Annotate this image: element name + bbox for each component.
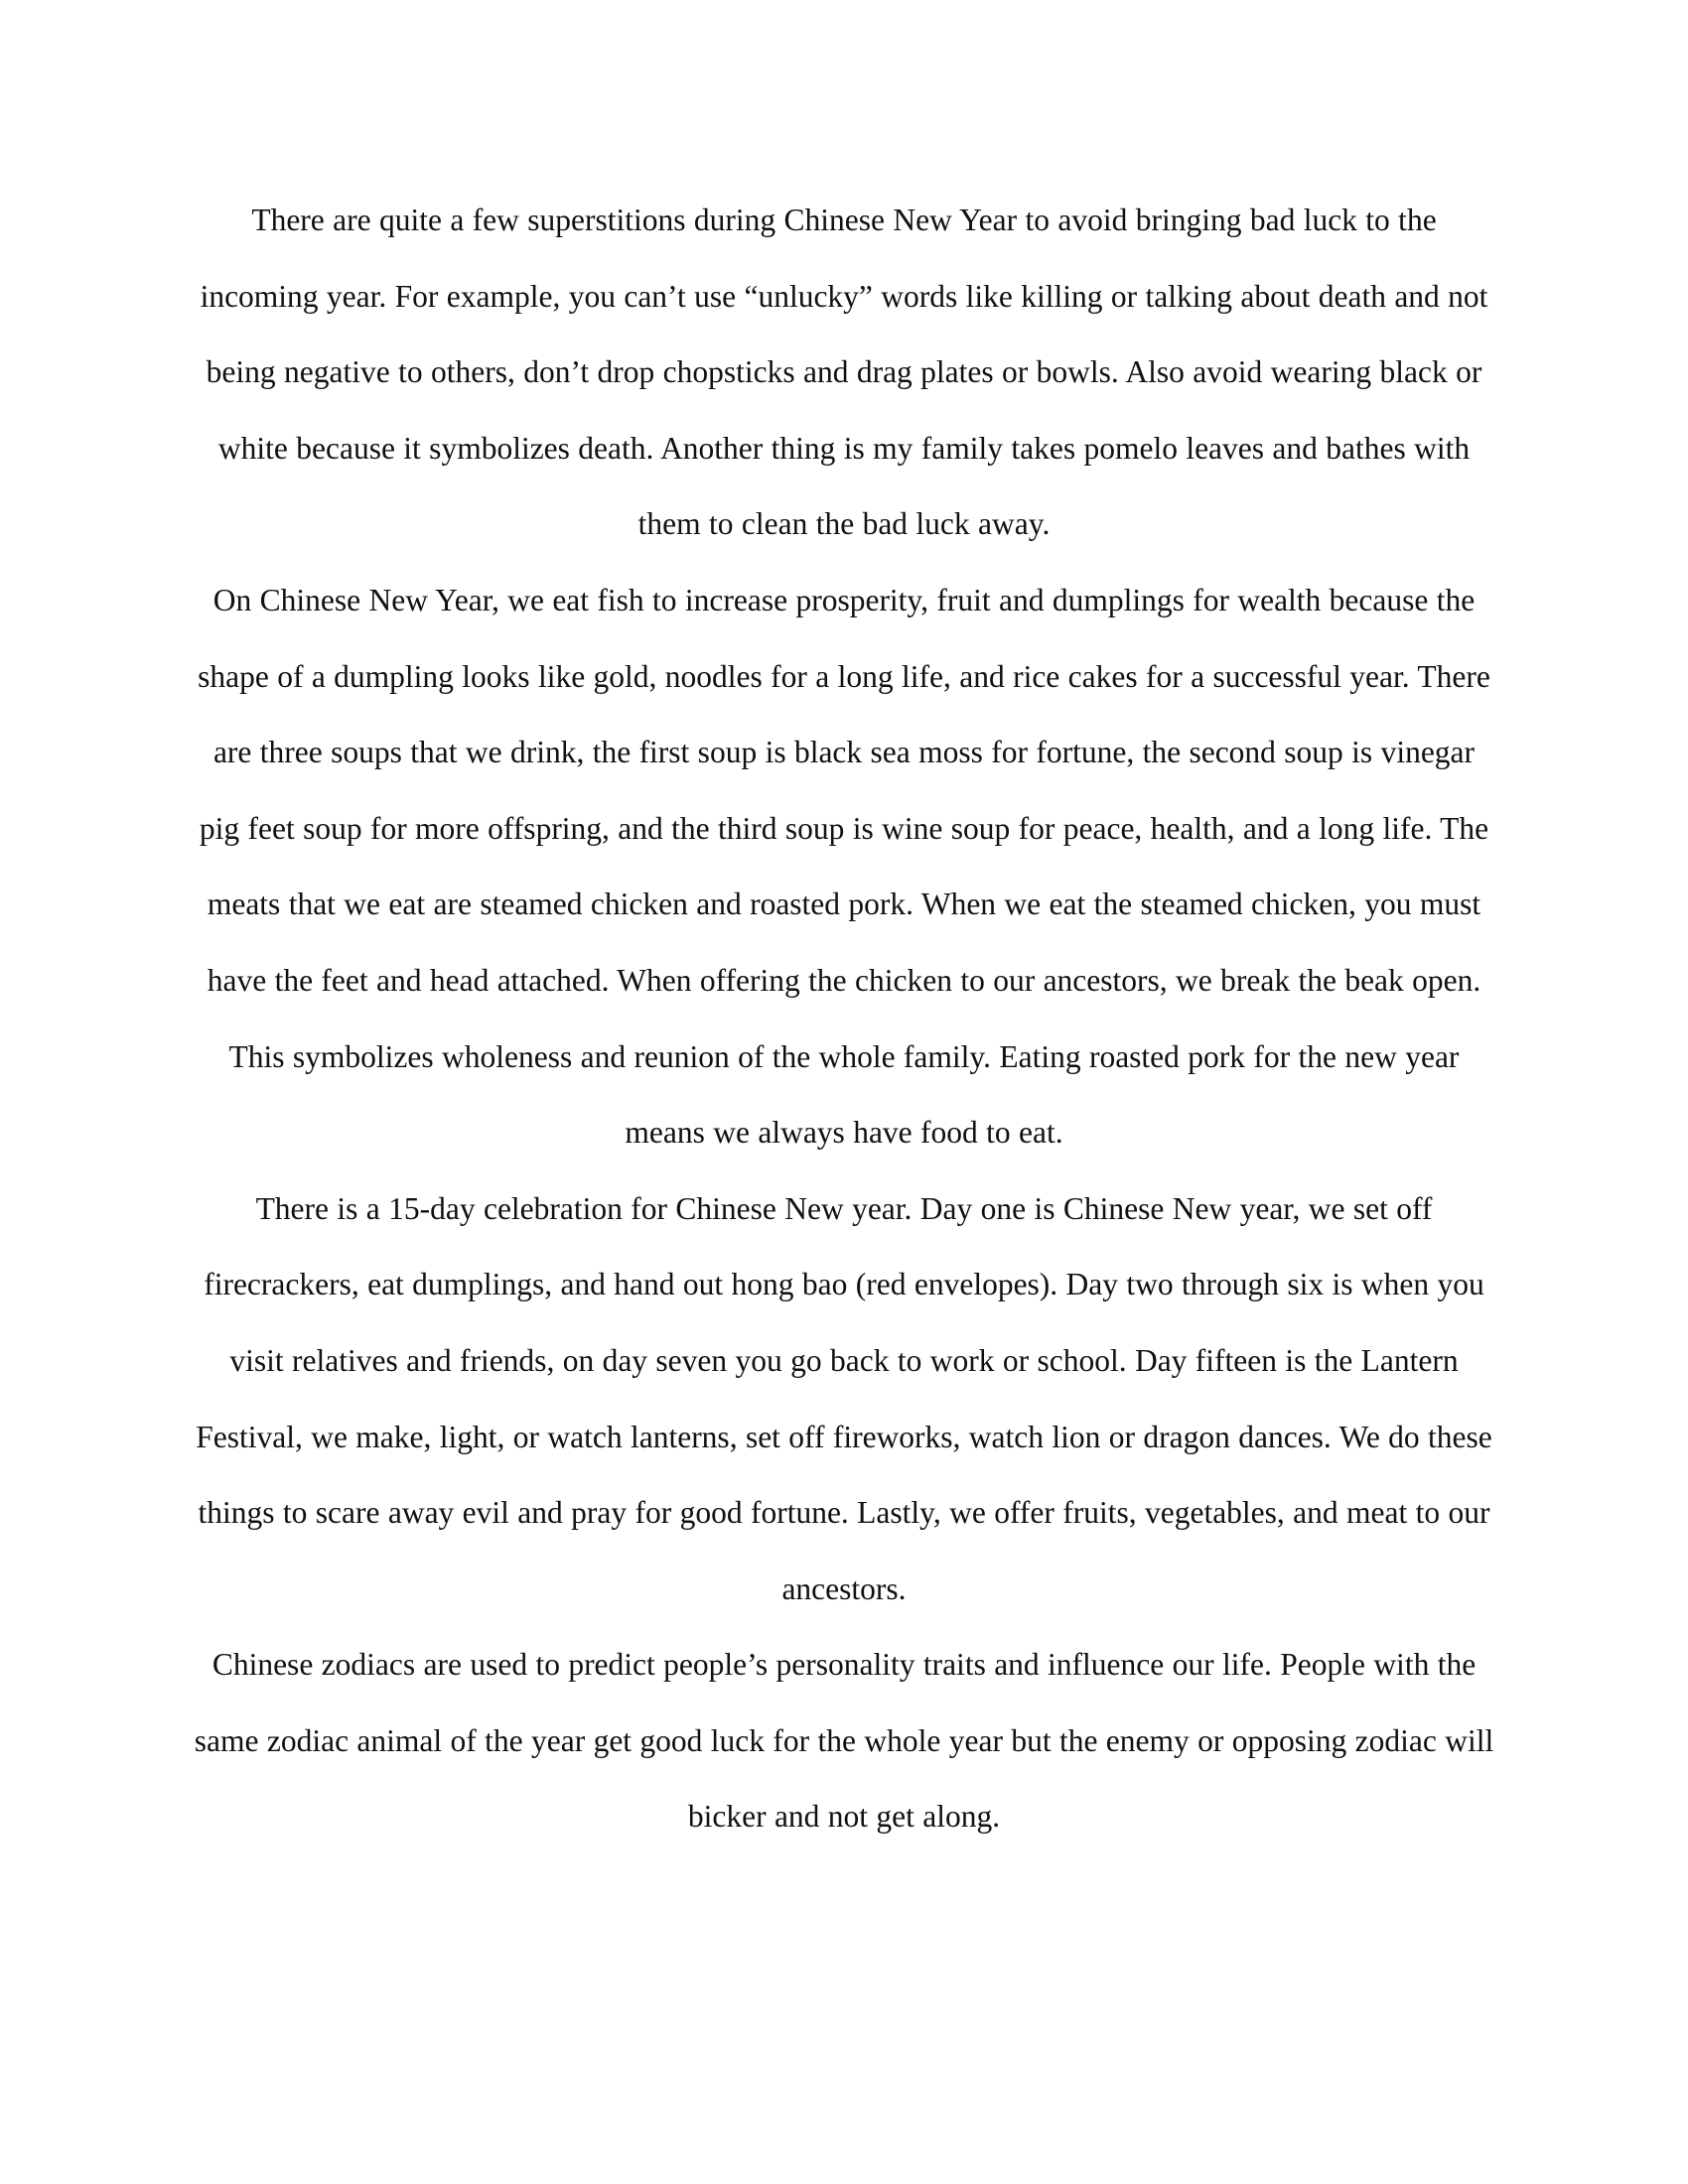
paragraph-foods: On Chinese New Year, we eat fish to increase prosperity, fruit and dumplings for wealth because the shape of a dumpling looks like gold, noodles for a long life, and rice cakes for a successful year. There are three soups that we drink, the first soup is black sea moss for fortune, the second soup is vinegar pig feet soup for more offspring, and the third soup is wine soup for peace, health, and a long life. The meats that we eat are steamed chicken and roasted pork. When we eat the steamed chicken, you must have the feet and head attached. When offering the chicken to our ancestors, we break the beak open. This symbolizes wholeness and reunion of the whole family. Eating roasted pork for the new year means we always have food to eat. — [198, 582, 1490, 1151]
paragraph-superstitions: There are quite a few superstitions during Chinese New Year to avoid bringing bad luck to the incoming year. For example, you can’t use “unlucky” words like killing or talking about death and not being negative to others, don’t drop chopsticks and drag plates or bowls. Also avoid wearing black or white because it symbolizes death. Another thing is my family takes pomelo leaves and bathes with them to clean the bad luck away. — [200, 203, 1488, 542]
paragraph-celebration: There is a 15-day celebration for Chinese New year. Day one is Chinese New year, we set off firecrackers, eat dumplings, and hand out hong bao (red envelopes). Day two through six is when you visit relatives and friends, on day seven you go back to work or school. Day fifteen is the Lantern Festival, we make, light, or watch lanterns, set off fireworks, watch lion or dragon dances. We do these things to scare away evil and pray for good fortune. Lastly, we offer fruits, vegetables, and meat to our ancestors. — [196, 1190, 1492, 1606]
paragraph-zodiacs: Chinese zodiacs are used to predict people’s personality traits and influence our life. People with the same zodiac animal of the year get good luck for the whole year but the enemy or opposing zodiac will bicker and not get along. — [194, 1647, 1494, 1835]
document-body — [194, 183, 1494, 1855]
